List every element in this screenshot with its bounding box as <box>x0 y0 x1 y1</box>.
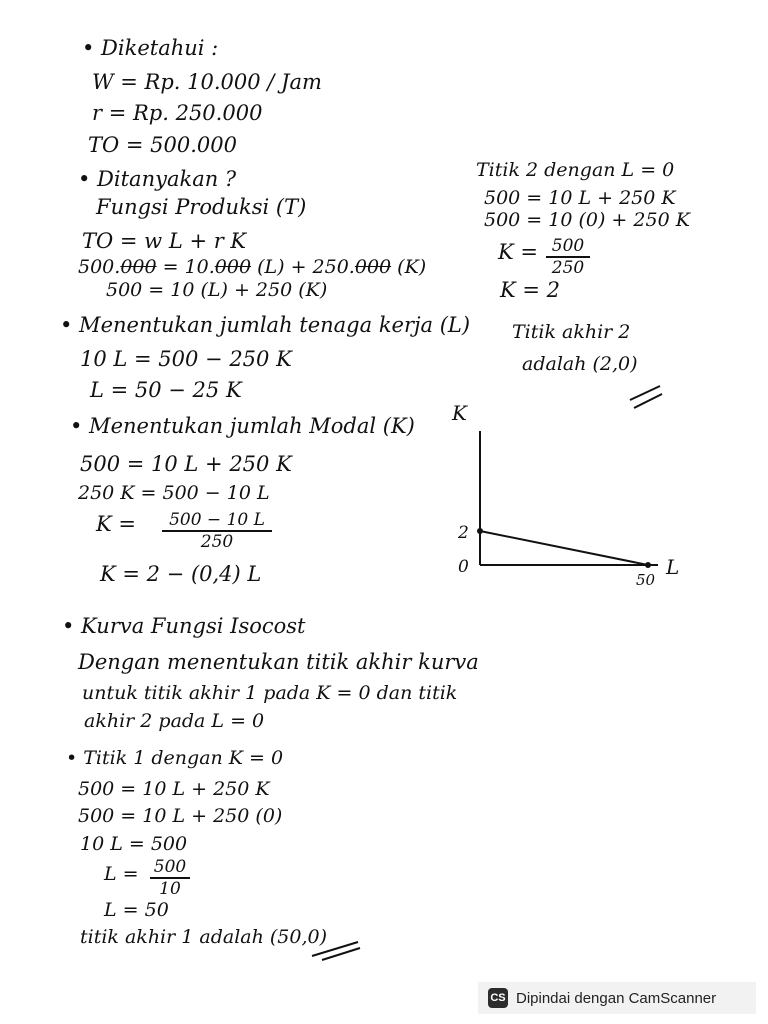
graph-x-tick: 50 <box>636 571 656 589</box>
point1-eq3: 10 L = 500 <box>80 833 188 855</box>
capital-eq1: 500 = 10 L + 250 K <box>80 452 292 476</box>
point1-eq2: 500 = 10 L + 250 (0) <box>78 805 283 827</box>
point2-eq2: 500 = 10 (0) + 250 K <box>484 209 690 231</box>
asked-eq2: 500.000 = 10.000 (L) + 250.000 (K) <box>78 256 427 278</box>
capital-eq2: 250 K = 500 − 10 L <box>78 482 270 504</box>
point2-eq3-denominator: 250 <box>551 258 585 278</box>
graph-y-axis-label: K <box>452 401 467 425</box>
capital-eq4: K = 2 − (0,4) L <box>100 562 262 586</box>
point2-eq1: 500 = 10 L + 250 K <box>484 187 676 209</box>
capital-eq3-left: K = <box>96 512 136 536</box>
graph-y-tick: 2 <box>458 523 469 543</box>
asked-eq1: TO = w L + r K <box>82 229 247 253</box>
point1-eq4-numerator: 500 <box>150 857 190 879</box>
asked-subject: Fungsi Produksi (T) <box>96 195 307 219</box>
isocost-point-x-intercept <box>645 562 651 568</box>
isocost-point-y-intercept <box>477 528 483 534</box>
point1-eq4-denominator: 10 <box>159 879 181 899</box>
curve-text-1: Dengan menentukan titik akhir kurva <box>78 650 479 674</box>
point2-eq3-fraction <box>546 236 590 278</box>
capital-eq3-fraction <box>162 510 272 552</box>
known-wage: W = Rp. 10.000 / Jam <box>92 70 322 94</box>
asked-eq3: 500 = 10 (L) + 250 (K) <box>106 279 328 301</box>
asked-heading: • Ditanyakan ? <box>78 167 237 191</box>
point1-eq4-left: L = <box>104 863 139 885</box>
graph-x-axis-label: L <box>666 555 680 579</box>
point1-eq4-fraction <box>150 857 190 899</box>
point2-eq3-numerator: 500 <box>546 236 590 258</box>
point2-conclusion-1: Titik akhir 2 <box>512 321 631 343</box>
graph-origin: 0 <box>458 557 469 577</box>
point1-eq5: L = 50 <box>104 899 169 921</box>
capital-heading: • Menentukan jumlah Modal (K) <box>70 414 415 438</box>
camscanner-footer <box>478 982 756 1014</box>
point1-eq1: 500 = 10 L + 250 K <box>78 778 270 800</box>
capital-eq3-denominator: 250 <box>200 532 234 552</box>
labor-eq1: 10 L = 500 − 250 K <box>80 347 292 371</box>
known-total-outlay: TO = 500.000 <box>88 133 238 157</box>
point2-conclusion-2: adalah (2,0) <box>522 353 638 375</box>
labor-heading: • Menentukan jumlah tenaga kerja (L) <box>60 313 471 337</box>
point2-heading: Titik 2 dengan L = 0 <box>476 159 675 181</box>
camscanner-text: Dipindai dengan CamScanner <box>516 989 717 1007</box>
point2-eq3-left: K = <box>498 240 538 264</box>
isocost-line <box>480 531 648 565</box>
point2-eq4: K = 2 <box>500 278 560 302</box>
point1-conclusion: titik akhir 1 adalah (50,0) <box>80 926 328 948</box>
curve-text-3: akhir 2 pada L = 0 <box>84 710 265 732</box>
curve-text-2: untuk titik akhir 1 pada K = 0 dan titik <box>82 682 458 704</box>
capital-eq3-numerator: 500 − 10 L <box>162 510 272 532</box>
known-rent: r = Rp. 250.000 <box>92 101 263 125</box>
point1-heading: • Titik 1 dengan K = 0 <box>66 747 284 769</box>
double-underline-mark-1 <box>308 938 364 962</box>
labor-eq2: L = 50 − 25 K <box>90 378 242 402</box>
camscanner-logo-icon: CS <box>488 988 508 1008</box>
known-heading: • Diketahui : <box>82 36 219 60</box>
curve-heading: • Kurva Fungsi Isocost <box>62 614 306 638</box>
isocost-graph-svg <box>440 395 700 595</box>
isocost-graph <box>440 395 700 595</box>
